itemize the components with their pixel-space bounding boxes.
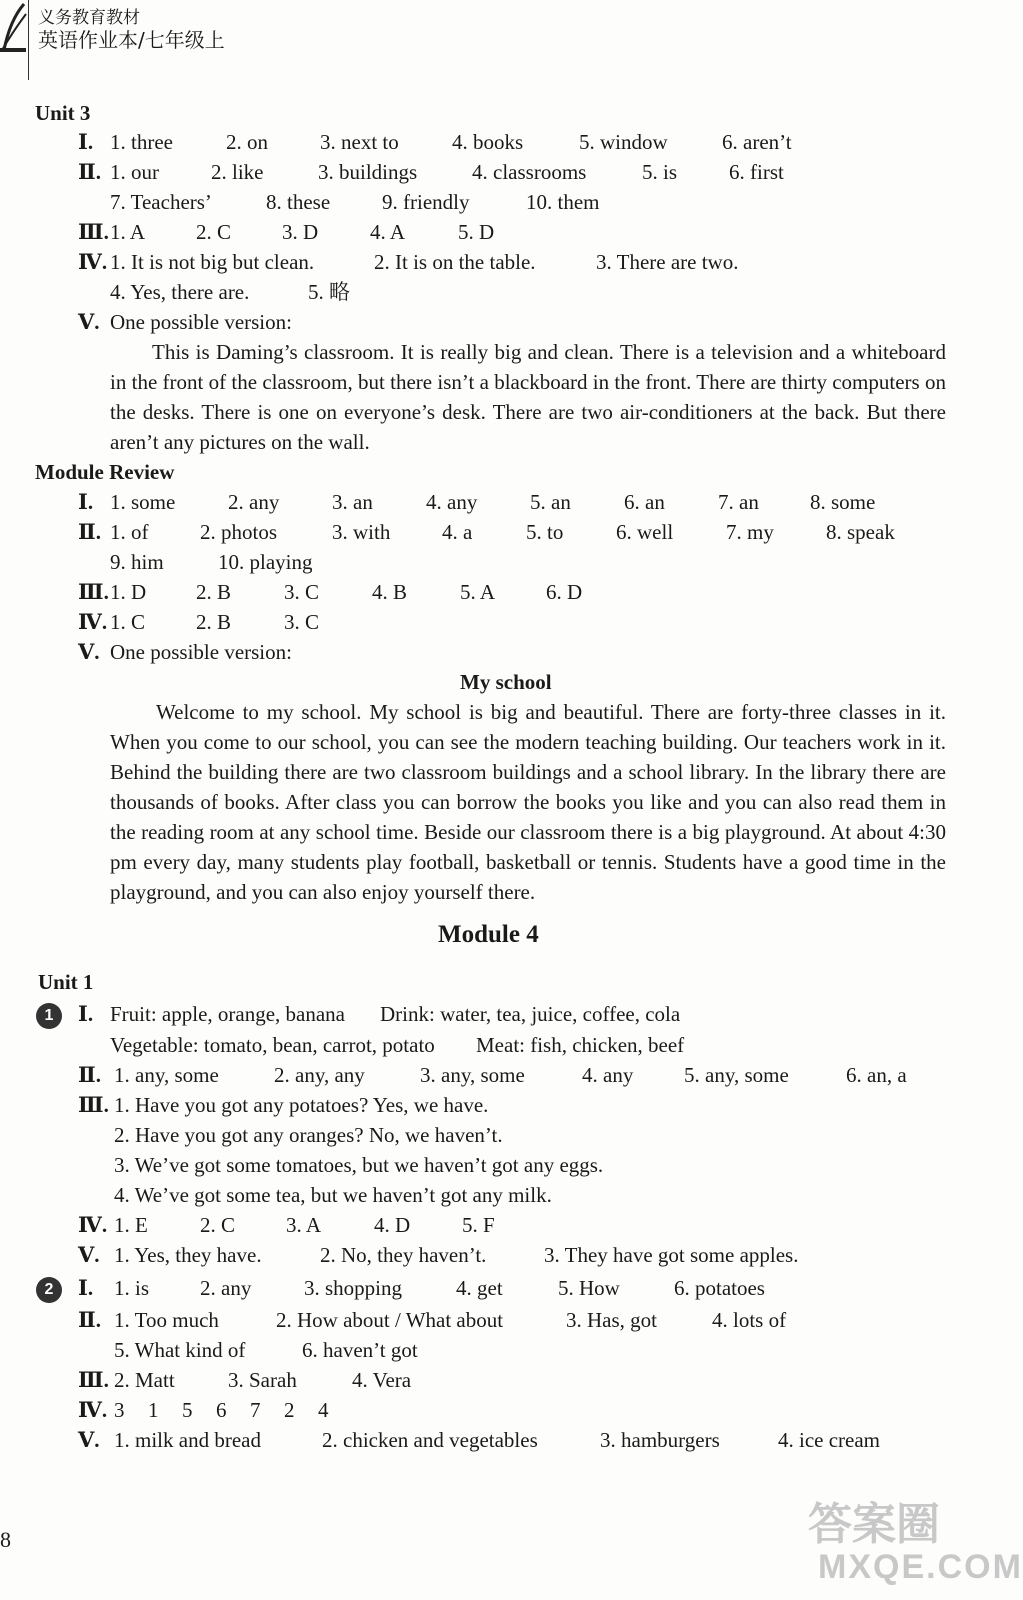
- roman-label: Ⅰ.: [78, 490, 94, 514]
- answer: 4. any: [426, 490, 478, 514]
- answer: 8. speak: [826, 520, 895, 544]
- answer: One possible version:: [110, 310, 292, 334]
- answer: 4. D: [374, 1213, 411, 1237]
- answer: 3. There are two.: [596, 250, 739, 274]
- answer: 4. B: [372, 580, 408, 604]
- answer: 1. milk and bread: [114, 1428, 261, 1452]
- part-badge-1: 1: [36, 1003, 62, 1029]
- answer: 4. A: [370, 220, 406, 244]
- answer: 3. shopping: [304, 1276, 403, 1300]
- answer: 2. like: [211, 160, 264, 184]
- answer: Fruit: apple, orange, banana: [110, 1002, 345, 1026]
- answer: 3. They have got some apples.: [544, 1243, 799, 1267]
- review-title: Module Review: [35, 460, 175, 484]
- page-header: [0, 0, 996, 80]
- answer: 6. well: [616, 520, 674, 544]
- answer: 7. an: [718, 490, 759, 514]
- answer: 6: [216, 1398, 227, 1422]
- answer: 3. any, some: [420, 1063, 525, 1087]
- answer: 3. C: [284, 610, 320, 634]
- answer: 3. Has, got: [566, 1308, 657, 1332]
- answer: 2. B: [196, 580, 232, 604]
- answer: 2. B: [196, 610, 232, 634]
- answer: 5. is: [642, 160, 678, 184]
- answer: 4. books: [452, 130, 524, 154]
- answer: 8. some: [810, 490, 876, 514]
- answer: 6. aren’t: [722, 130, 792, 154]
- answer: 5. F: [462, 1213, 495, 1237]
- roman-label: Ⅴ.: [78, 1243, 100, 1267]
- answer: 3. D: [282, 220, 319, 244]
- publisher-logo-icon: [0, 0, 28, 56]
- answer: 5. A: [460, 580, 496, 604]
- unit3-essay: This is Daming’s classroom. It is really big and clean. There is a television and a whiteboard in the front of the classroom, but there isn’t a blackboard in the front. There are thirty computers on the desks. There is one on everyone’s desk. There are two air-conditioners at the back. But there aren’t any pictures on the wall.: [110, 340, 946, 454]
- answer: 2. chicken and vegetables: [322, 1428, 538, 1452]
- roman-label: Ⅴ.: [78, 310, 100, 334]
- answer: 1. C: [110, 610, 146, 634]
- answer: 4. Yes, there are.: [110, 280, 250, 304]
- answer: 6. D: [546, 580, 583, 604]
- m4p1-row-6: 3. We’ve got some tomatoes, but we haven’t got any eggs.: [114, 1153, 604, 1177]
- roman-label: Ⅲ.: [78, 220, 109, 244]
- answer: 5. How: [558, 1276, 620, 1300]
- answer: 3. A: [286, 1213, 322, 1237]
- answer: 2. C: [200, 1213, 236, 1237]
- review-essay: Welcome to my school. My school is big and beautiful. There are forty-three classes in it. When you come to our school, you can see the modern teaching building. Our teachers work in it. Behind the building there are two classroom buildings and a school library. In the library there are thousands of books. After class you can borrow the books you like and you can also read them in the reading room at any school time. Beside our classroom there is a big playground. At about 4:30 pm every day, many students play football, basketball or tennis. Students have a good time in the playground, and you can also enjoy yourself there.: [110, 700, 946, 904]
- answer: 1. our: [110, 160, 159, 184]
- answer: 3. buildings: [318, 160, 418, 184]
- header-divider: [28, 0, 29, 80]
- header-title: 英语作业本/七年级上: [38, 28, 225, 52]
- answer: 9. friendly: [382, 190, 470, 214]
- answer: 7. Teachers’: [110, 190, 212, 214]
- answer: One possible version:: [110, 640, 292, 664]
- answer: 4. get: [456, 1276, 503, 1300]
- answer: 2. It is on the table.: [374, 250, 536, 274]
- answer: 2. on: [226, 130, 268, 154]
- answer: 9. him: [110, 550, 164, 574]
- header-series: 义务教育教材: [38, 8, 140, 28]
- unit3-title: Unit 3: [35, 101, 91, 125]
- answer: 6. potatoes: [674, 1276, 765, 1300]
- answer: 4. any: [582, 1063, 634, 1087]
- answer: 5. What kind of: [114, 1338, 246, 1362]
- roman-label: Ⅰ.: [78, 1002, 94, 1026]
- roman-label: Ⅴ.: [78, 640, 100, 664]
- roman-label: Ⅱ.: [78, 1063, 101, 1087]
- answer: 5. D: [458, 220, 495, 244]
- answer: 5. an: [530, 490, 571, 514]
- answer: 5. any, some: [684, 1063, 789, 1087]
- answer: 1. three: [110, 130, 173, 154]
- answer: 3: [114, 1398, 125, 1422]
- part-badge-2: 2: [36, 1277, 62, 1303]
- module4-title: Module 4: [438, 921, 539, 948]
- m4p1-row-5: 2. Have you got any oranges? No, we haven’t.: [114, 1123, 503, 1147]
- answer: 2. any: [228, 490, 280, 514]
- roman-label: Ⅱ.: [78, 1308, 101, 1332]
- answer: 3. Sarah: [228, 1368, 297, 1392]
- answer: 4: [318, 1398, 329, 1422]
- answer: 5. 略: [308, 280, 350, 304]
- answer: 1. Too much: [114, 1308, 219, 1332]
- roman-label: Ⅴ.: [78, 1428, 100, 1452]
- answer: 3. next to: [320, 130, 399, 154]
- watermark-logo: 答案圈: [808, 1499, 940, 1550]
- answer: 1. E: [114, 1213, 148, 1237]
- answer: 1. is: [114, 1276, 150, 1300]
- answer: 2. How about / What about: [276, 1308, 504, 1332]
- answer: 10. them: [526, 190, 600, 214]
- answer: 1. of: [110, 520, 149, 544]
- page-number: 8: [0, 1527, 11, 1552]
- answer: 4. ice cream: [778, 1428, 881, 1452]
- m4p1-row-7: 4. We’ve got some tea, but we haven’t got any milk.: [114, 1183, 552, 1207]
- answer: 7: [250, 1398, 261, 1422]
- review-essay-title: My school: [460, 670, 552, 694]
- roman-label: Ⅱ.: [78, 160, 101, 184]
- roman-label: Ⅳ.: [78, 1213, 108, 1237]
- answer: 7. my: [726, 520, 774, 544]
- answer: Meat: fish, chicken, beef: [476, 1033, 685, 1057]
- watermark-url: MXQE.COM: [818, 1548, 1023, 1586]
- roman-label: Ⅰ.: [78, 1276, 94, 1300]
- answer: 1. Have you got any potatoes? Yes, we have.: [114, 1093, 489, 1117]
- roman-label: Ⅳ.: [78, 250, 108, 274]
- answer: Drink: water, tea, juice, coffee, cola: [380, 1002, 681, 1026]
- roman-label: Ⅳ.: [78, 610, 108, 634]
- answer: 4. a: [442, 520, 473, 544]
- answer: Vegetable: tomato, bean, carrot, potato: [110, 1033, 435, 1057]
- answer: 3. an: [332, 490, 373, 514]
- answer: 6. an, a: [846, 1063, 907, 1087]
- answer: 5. window: [579, 130, 668, 154]
- roman-label: Ⅲ.: [78, 580, 109, 604]
- answer: 1. Yes, they have.: [114, 1243, 262, 1267]
- answer: 6. an: [624, 490, 665, 514]
- answer: 5: [182, 1398, 193, 1422]
- answer: 5. to: [526, 520, 564, 544]
- answer: 1. some: [110, 490, 176, 514]
- answer: 3. hamburgers: [600, 1428, 720, 1452]
- roman-label: Ⅳ.: [78, 1398, 108, 1422]
- answer: 3. C: [284, 580, 320, 604]
- roman-label: Ⅲ.: [78, 1368, 109, 1392]
- answer: 6. haven’t got: [302, 1338, 418, 1362]
- module4-unit1-title: Unit 1: [38, 970, 94, 994]
- answer: 4. Vera: [352, 1368, 412, 1392]
- answer: 1. It is not big but clean.: [110, 250, 315, 274]
- answer: 2. any, any: [274, 1063, 365, 1087]
- answer: 2. Matt: [114, 1368, 175, 1392]
- answer: 10. playing: [218, 550, 313, 574]
- answer: 6. first: [729, 160, 784, 184]
- answer: 2: [284, 1398, 295, 1422]
- answer: 2. No, they haven’t.: [320, 1243, 487, 1267]
- answer: 2. any: [200, 1276, 252, 1300]
- answer: 1. any, some: [114, 1063, 219, 1087]
- answer: 1. A: [110, 220, 146, 244]
- answer: 1. D: [110, 580, 147, 604]
- answer: 4. lots of: [712, 1308, 787, 1332]
- answer: 4. classrooms: [472, 160, 587, 184]
- answer: 2. C: [196, 220, 232, 244]
- answer: 1: [148, 1398, 159, 1422]
- answer: 3. with: [332, 520, 391, 544]
- roman-label: Ⅰ.: [78, 130, 94, 154]
- answer: 8. these: [266, 190, 331, 214]
- roman-label: Ⅱ.: [78, 520, 101, 544]
- answer: 2. photos: [200, 520, 278, 544]
- roman-label: Ⅲ.: [78, 1093, 109, 1117]
